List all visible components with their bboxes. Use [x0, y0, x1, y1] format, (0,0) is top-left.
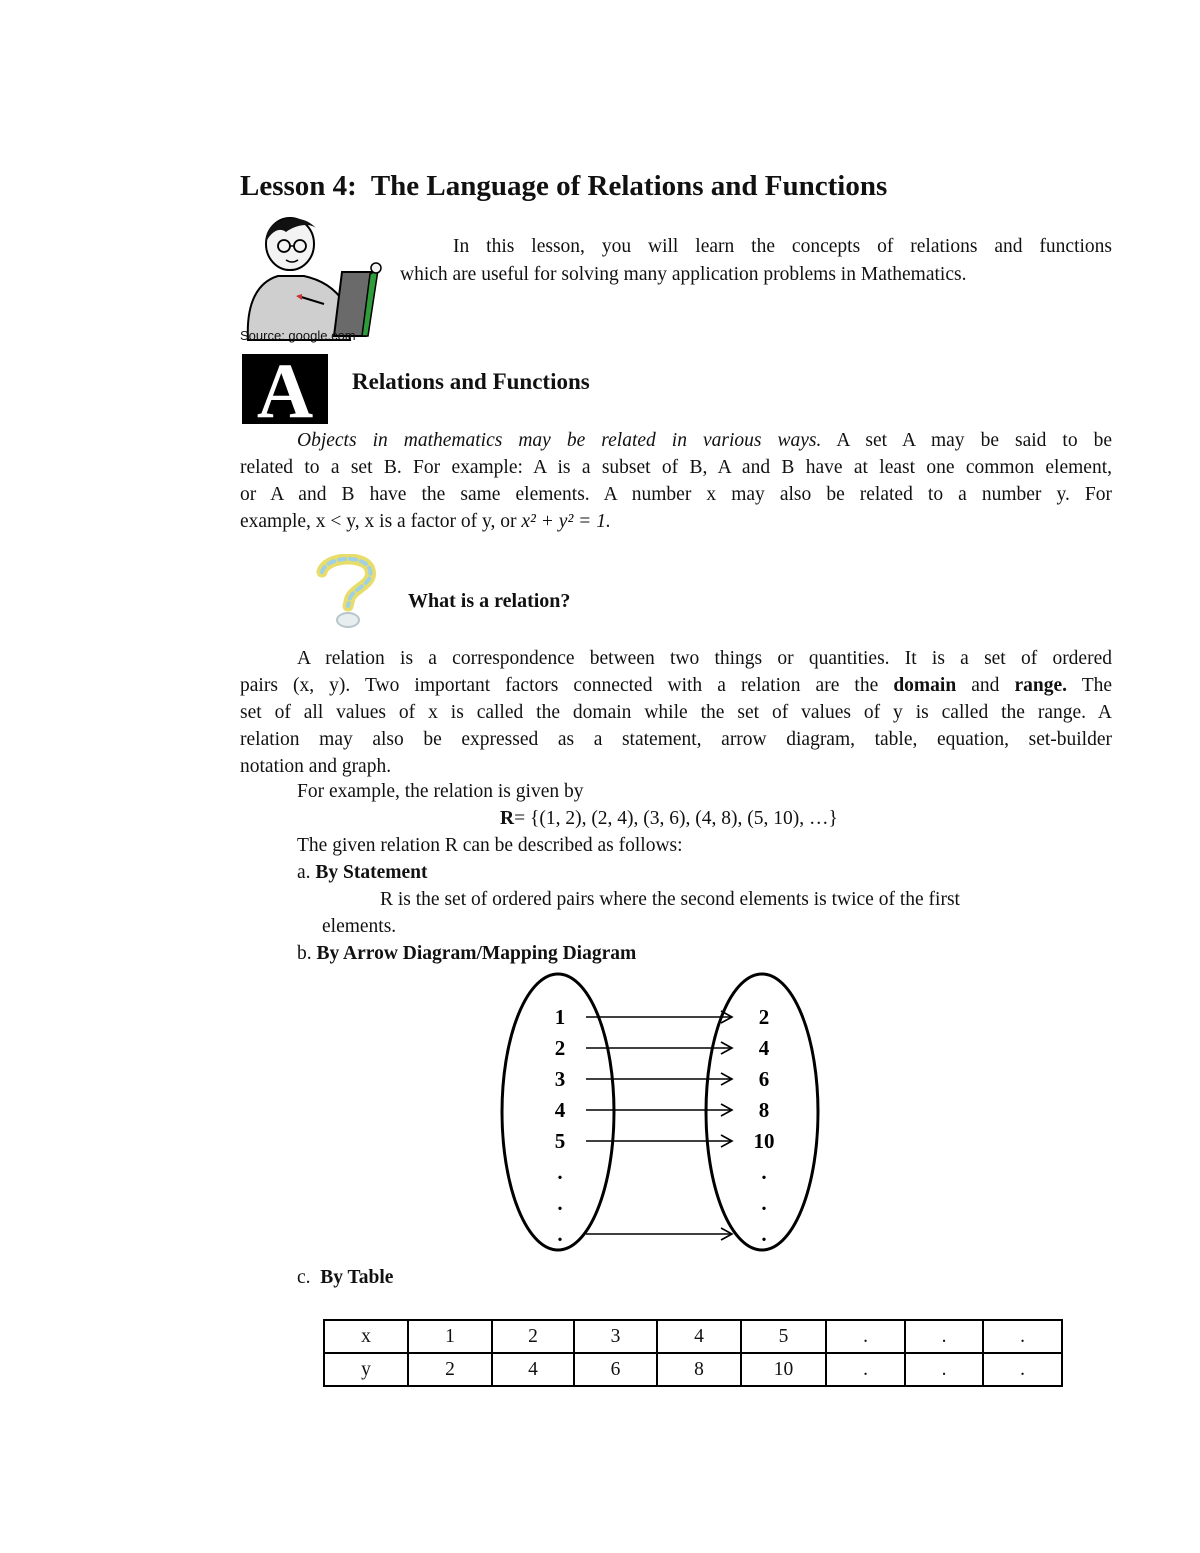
table-cell: . — [826, 1353, 905, 1386]
range-element: . — [761, 1222, 767, 1246]
range-element: . — [761, 1191, 767, 1215]
range-element: 4 — [758, 1036, 770, 1060]
described-line: The given relation R can be described as follows: — [297, 835, 683, 856]
mapping-diagram — [490, 972, 830, 1262]
domain-element: . — [557, 1222, 563, 1246]
domain-element: 4 — [554, 1098, 566, 1122]
image-source-caption: Source: google.com — [240, 328, 356, 343]
domain-element: 1 — [554, 1005, 566, 1029]
table-row-header: x — [324, 1320, 408, 1353]
student-clipart-image — [238, 212, 386, 342]
relation-definition-paragraph — [240, 645, 1112, 780]
item-c-title: By Table — [320, 1267, 394, 1288]
table-cell: 4 — [492, 1353, 574, 1386]
table-cell: 8 — [657, 1353, 741, 1386]
table-cell: . — [983, 1320, 1062, 1353]
para1-italic-lead: Objects in mathematics may be related in various ways. — [297, 430, 822, 451]
equation-circle: x² + y² = 1. — [521, 511, 611, 532]
domain-element: 2 — [554, 1036, 566, 1060]
item-a-heading — [297, 862, 428, 884]
table-row — [324, 1320, 1062, 1353]
table-cell: . — [983, 1353, 1062, 1386]
table-cell: 2 — [492, 1320, 574, 1353]
relation-table — [323, 1319, 1063, 1387]
para1-line1-rest: A set A may be said to be — [821, 430, 1113, 451]
table-cell: 4 — [657, 1320, 741, 1353]
para2-line2-a: pairs (x, y). Two important factors connected with a relation are the — [240, 675, 894, 696]
table-row — [324, 1353, 1062, 1386]
question-mark-icon — [304, 554, 386, 630]
para2-line-3: set of all values of x is called the domain while the set of values of y is called the range. A — [240, 702, 1112, 723]
para2-line-5: notation and graph. — [240, 756, 392, 777]
table-cell: 6 — [574, 1353, 657, 1386]
example-intro: For example, the relation is given by — [297, 781, 584, 802]
range-element: 2 — [758, 1005, 770, 1029]
what-is-relation-heading: What is a relation? — [408, 590, 571, 612]
section-letter: A — [256, 347, 314, 434]
item-c-marker: c. — [297, 1267, 311, 1288]
relation-set-values: = {(1, 2), (2, 4), (3, 6), (4, 8), (5, 10), …} — [514, 808, 838, 829]
table-cell: 1 — [408, 1320, 492, 1353]
relation-label: R — [500, 808, 515, 829]
range-element: 8 — [758, 1098, 770, 1122]
intro-line-2: which are useful for solving many application problems in Mathematics. — [400, 264, 967, 285]
table-cell: 3 — [574, 1320, 657, 1353]
table-cell: 10 — [741, 1353, 826, 1386]
relations-paragraph — [240, 427, 1112, 535]
para1-line4-text: example, x < y, x is a factor of y, or — [240, 511, 522, 532]
para2-line-4: relation may also be expressed as a statement, arrow diagram, table, equation, set-builder — [240, 729, 1112, 750]
domain-element: . — [557, 1160, 563, 1184]
domain-element: . — [557, 1191, 563, 1215]
para1-line-4 — [240, 508, 1112, 535]
table-cell: . — [826, 1320, 905, 1353]
item-b-marker: b. — [297, 943, 312, 964]
para1-line-3: or A and B have the same elements. A number x may also be related to a number y. For — [240, 484, 1112, 505]
range-element: 10 — [753, 1129, 775, 1153]
table-cell: . — [905, 1353, 983, 1386]
domain-term: domain — [893, 675, 957, 696]
section-letter-badge — [242, 347, 328, 434]
para2-line2-b: The — [1066, 675, 1113, 696]
item-a-title: By Statement — [315, 862, 428, 883]
para1-line-2: related to a set B. For example: A is a subset of B, A and B have at least one common element, — [240, 457, 1112, 478]
range-element: . — [761, 1160, 767, 1184]
range-element: 6 — [758, 1067, 770, 1091]
table-cell: . — [905, 1320, 983, 1353]
lesson-title — [240, 170, 887, 203]
para1-line-1 — [240, 427, 1112, 454]
section-heading: Relations and Functions — [352, 369, 590, 394]
intro-paragraph — [400, 233, 1112, 289]
para2-line2-and: and — [956, 675, 1015, 696]
domain-element: 5 — [554, 1129, 566, 1153]
item-b-heading — [297, 943, 636, 965]
statement-line-2: elements. — [322, 916, 397, 937]
table-cell: 2 — [408, 1353, 492, 1386]
statement-line-1: R is the set of ordered pairs where the second elements is twice of the first — [380, 889, 960, 910]
item-b-title: By Arrow Diagram/Mapping Diagram — [316, 943, 637, 964]
range-term: range. — [1014, 675, 1067, 696]
para2-line-2 — [240, 672, 1112, 699]
lesson-title-text: The Language of Relations and Functions — [370, 170, 888, 202]
intro-line-1: In this lesson, you will learn the concepts of relations and functions — [453, 236, 1112, 257]
item-a-marker: a. — [297, 862, 311, 883]
lesson-label: Lesson 4: — [240, 170, 357, 202]
para2-line-1: A relation is a correspondence between two things or quantities. It is a set of ordered — [297, 648, 1112, 669]
domain-element: 3 — [554, 1067, 566, 1091]
item-c-heading — [297, 1267, 393, 1289]
relation-set — [500, 808, 838, 830]
table-row-header: y — [324, 1353, 408, 1386]
table-cell: 5 — [741, 1320, 826, 1353]
